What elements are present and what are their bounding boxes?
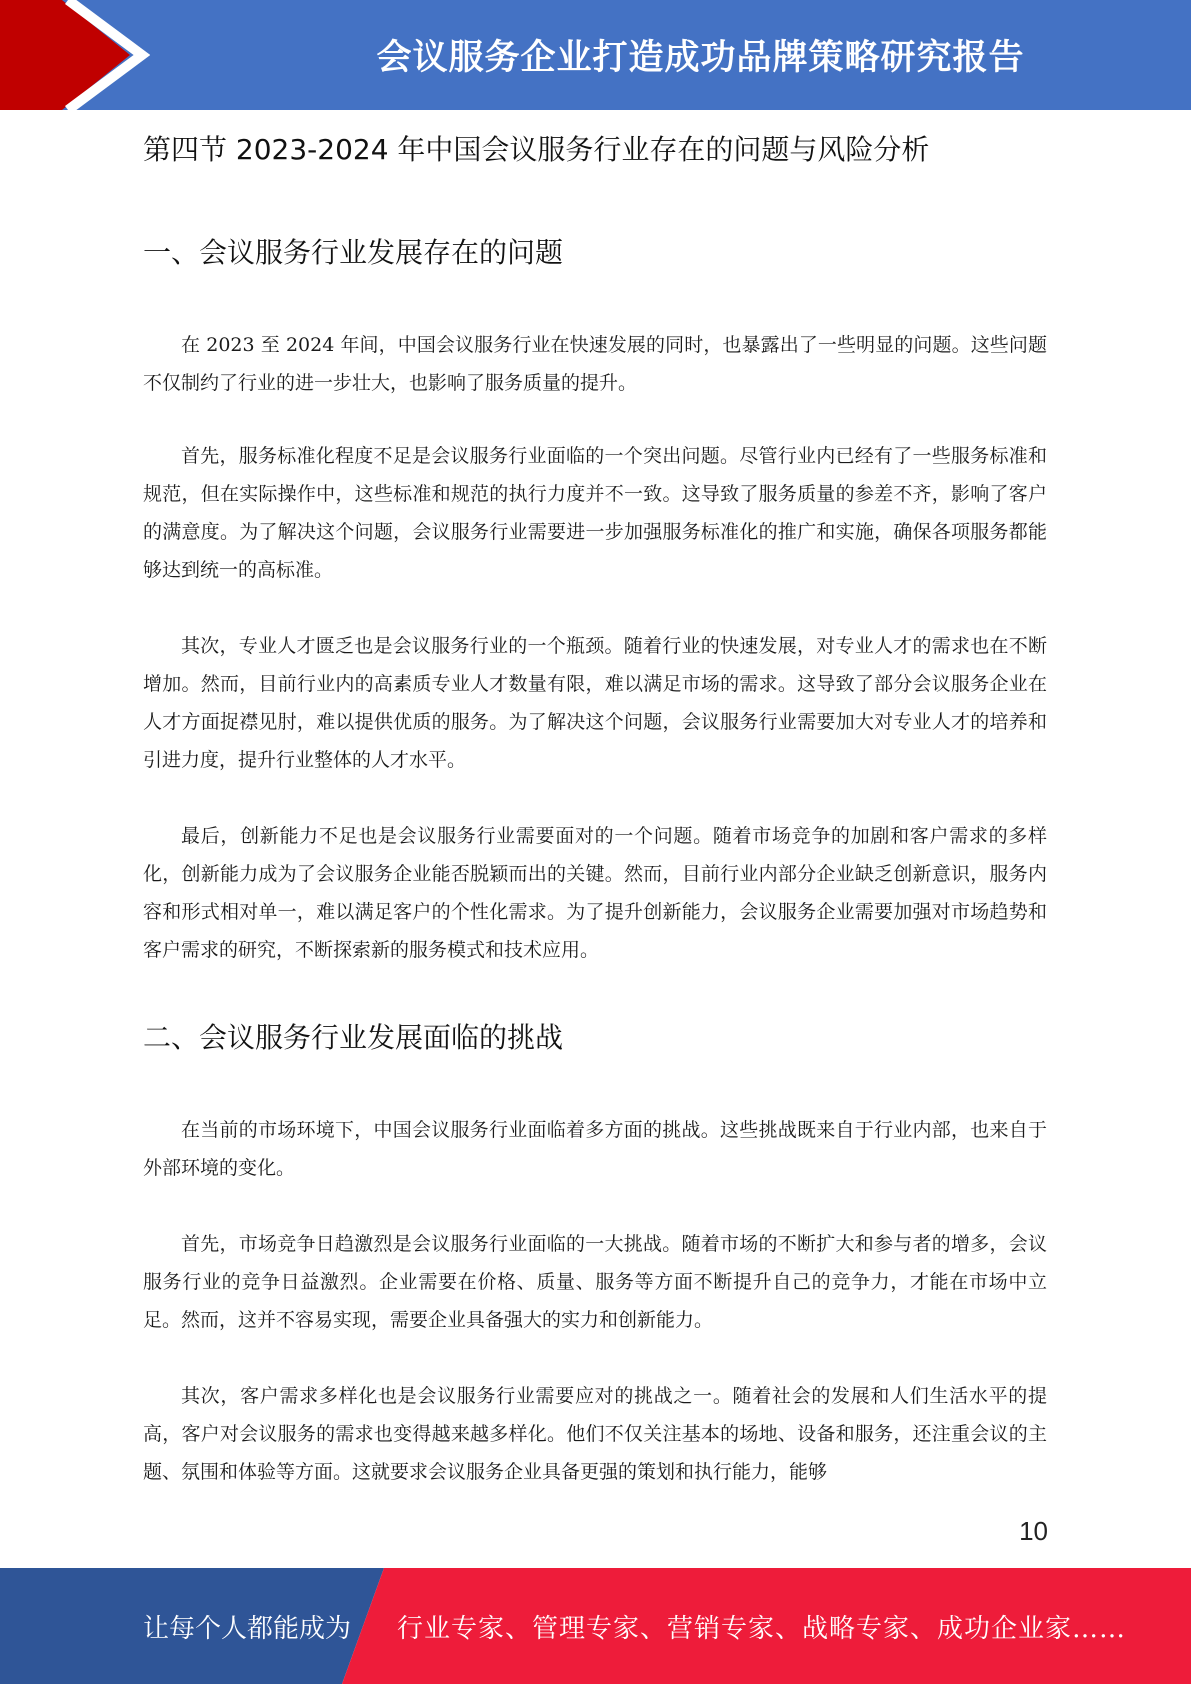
part1-paragraph: 首先，服务标准化程度不足是会议服务行业面临的一个突出问题。尽管行业内已经有了一些服务标准和规范，但在实际操作中，这些标准和规范的执行力度并不一致。这导致了服务质量的参差不齐，影响了客户的满意度。为了解决这个问题，会议服务行业需要进一步加强服务标准化的推广和实施，确保各项服务都能够达到统一的高标准。: [143, 445, 1047, 581]
page-number: 10: [1019, 1516, 1048, 1546]
part1-paragraph: 最后，创新能力不足也是会议服务行业需要面对的一个问题。随着市场竞争的加剧和客户需求的多样化，创新能力成为了会议服务企业能否脱颖而出的关键。然而，目前行业内部分企业缺乏创新意识，服务内容和形式相对单一，难以满足客户的个性化需求。为了提升创新能力，会议服务企业需要加强对市场趋势和客户需求的研究，不断探索新的服务模式和技术应用。: [143, 825, 1047, 961]
footer-banner: [0, 1568, 1191, 1684]
section-heading: 第四节 2023-2024 年中国会议服务行业存在的问题与风险分析: [143, 133, 930, 166]
part2-paragraph: 首先，市场竞争日趋激烈是会议服务行业面临的一大挑战。随着市场的不断扩大和参与者的增多，会议服务行业的竞争日益激烈。企业需要在价格、质量、服务等方面不断提升自己的竞争力，才能在市场中立足。然而，这并不容易实现，需要企业具备强大的实力和创新能力。: [143, 1233, 1047, 1331]
part1-paragraph: 在 2023 至 2024 年间，中国会议服务行业在快速发展的同时，也暴露出了一些明显的问题。这些问题不仅制约了行业的进一步壮大，也影响了服务质量的提升。: [143, 334, 1047, 394]
part1-paragraph: 其次，专业人才匮乏也是会议服务行业的一个瓶颈。随着行业的快速发展，对专业人才的需求也在不断增加。然而，目前行业内的高素质专业人才数量有限，难以满足市场的需求。这导致了部分会议服务企业在人才方面捉襟见肘，难以提供优质的服务。为了解决这个问题，会议服务行业需要加大对专业人才的培养和引进力度，提升行业整体的人才水平。: [143, 635, 1047, 771]
part2-paragraph: 在当前的市场环境下，中国会议服务行业面临着多方面的挑战。这些挑战既来自于行业内部，也来自于外部环境的变化。: [143, 1119, 1047, 1179]
header-arrow-accent: [0, 0, 150, 110]
part2-heading: 二、会议服务行业发展面临的挑战: [143, 1021, 564, 1054]
footer-slogan-right: 行业专家、管理专家、营销专家、战略专家、成功企业家……: [397, 1613, 1127, 1644]
part2-paragraph: 其次，客户需求多样化也是会议服务行业需要应对的挑战之一。随着社会的发展和人们生活水平的提高，客户对会议服务的需求也变得越来越多样化。他们不仅关注基本的场地、设备和服务，还注重会议的主题、氛围和体验等方面。这就要求会议服务企业具备更强的策划和执行能力，能够: [143, 1385, 1047, 1483]
part1-heading: 一、会议服务行业发展存在的问题: [143, 236, 564, 269]
footer-slogan-left: 让每个人都能成为: [143, 1613, 352, 1644]
report-title: 会议服务企业打造成功品牌策略研究报告: [376, 38, 1025, 78]
